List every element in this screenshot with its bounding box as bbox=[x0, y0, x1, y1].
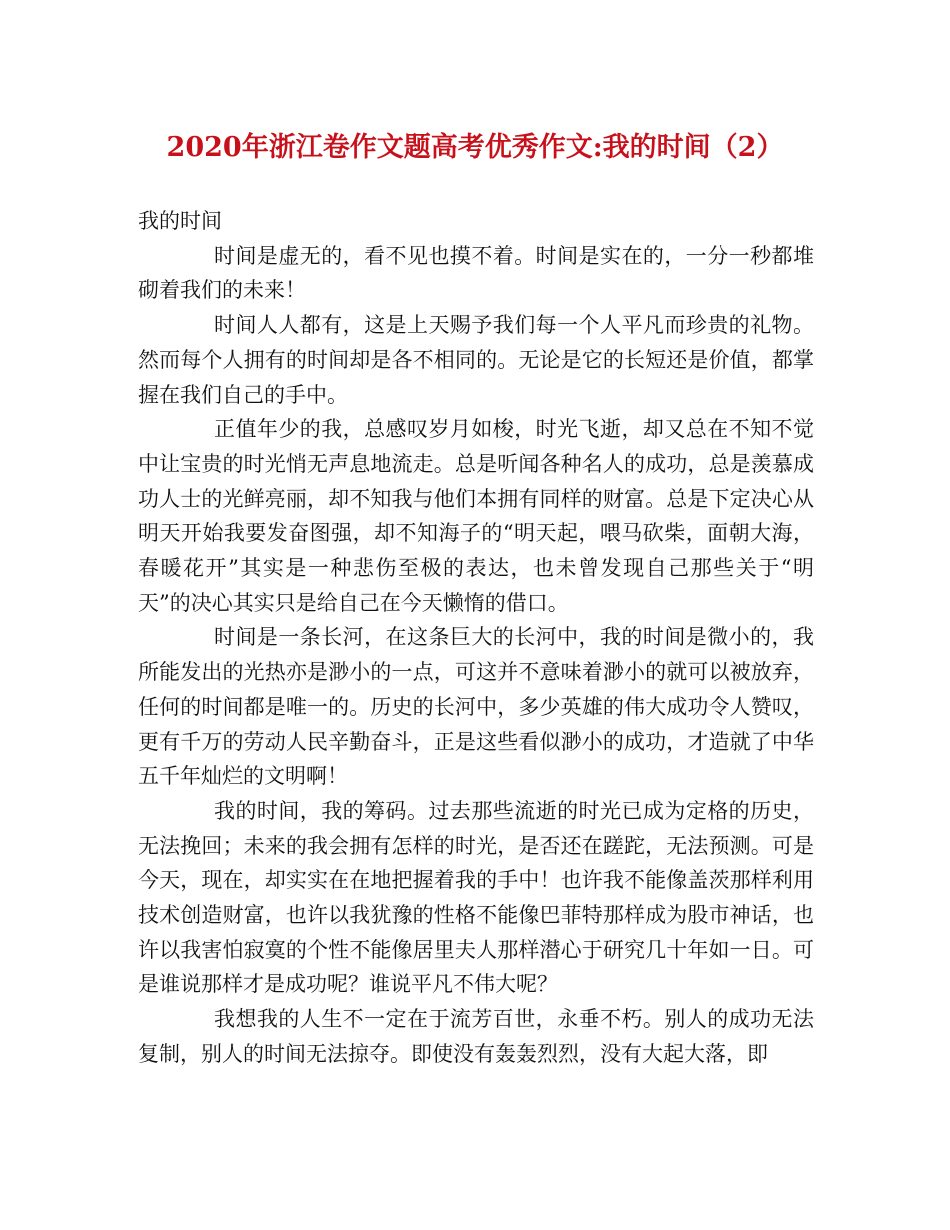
paragraph-6: 我想我的人生不一定在于流芳百世，永垂不朽。别人的成功无法复制，别人的时间无法掠夺。即使没有轰轰烈烈，没有大起大落，即 bbox=[138, 1007, 814, 1066]
paragraph-2: 时间人人都有，这是上天赐予我们每一个人平凡而珍贵的礼物。然而每个人拥有的时间却是各不相同的。无论是它的长短还是价值，都掌握在我们自己的手中。 bbox=[138, 313, 814, 407]
document-title: 2020年浙江卷作文题高考优秀作文:我的时间（2） bbox=[166, 132, 784, 163]
paragraph-3: 正值年少的我，总感叹岁月如梭，时光飞逝，却又总在不知不觉中让宝贵的时光悄无声息地流走。总是听闻各种名人的成功，总是羡慕成功人士的光鲜亮丽，却不知我与他们本拥有同样的财富。总是下定决心从明天开始我要发奋图强，却不知海子的“明天起，喂马砍柴，面朝大海，春暖花开”其实是一种悲伤至极的表达，也未曾发现自己那些关于“明天”的决心其实只是给自己在今天懒惰的借口。 bbox=[138, 417, 814, 615]
paragraph-4: 时间是一条长河，在这条巨大的长河中，我的时间是微小的，我所能发出的光热亦是渺小的一点，可这并不意味着渺小的就可以被放弃，任何的时间都是唯一的。历史的长河中，多少英雄的伟大成功令人赞叹，更有千万的劳动人民辛勤奋斗，正是这些看似渺小的成功，才造就了中华五千年灿烂的文明啊！ bbox=[138, 625, 814, 789]
section-heading: 我的时间 bbox=[138, 209, 222, 233]
document-body bbox=[138, 204, 814, 1072]
paragraph-5: 我的时间，我的筹码。过去那些流逝的时光已成为定格的历史，无法挽回；未来的我会拥有怎样的时光，是否还在蹉跎，无法预测。可是今天，现在，却实实在在地把握着我的手中！也许我不能像盖茨那样利用技术创造财富，也许以我犹豫的性格不能像巴菲特那样成为股市神话，也许以我害怕寂寞的个性不能像居里夫人那样潜心于研究几十年如一日。可是谁说那样才是成功呢？谁说平凡不伟大呢？ bbox=[138, 798, 814, 997]
paragraph-1: 时间是虚无的，看不见也摸不着。时间是实在的，一分一秒都堆砌着我们的未来！ bbox=[138, 243, 814, 303]
